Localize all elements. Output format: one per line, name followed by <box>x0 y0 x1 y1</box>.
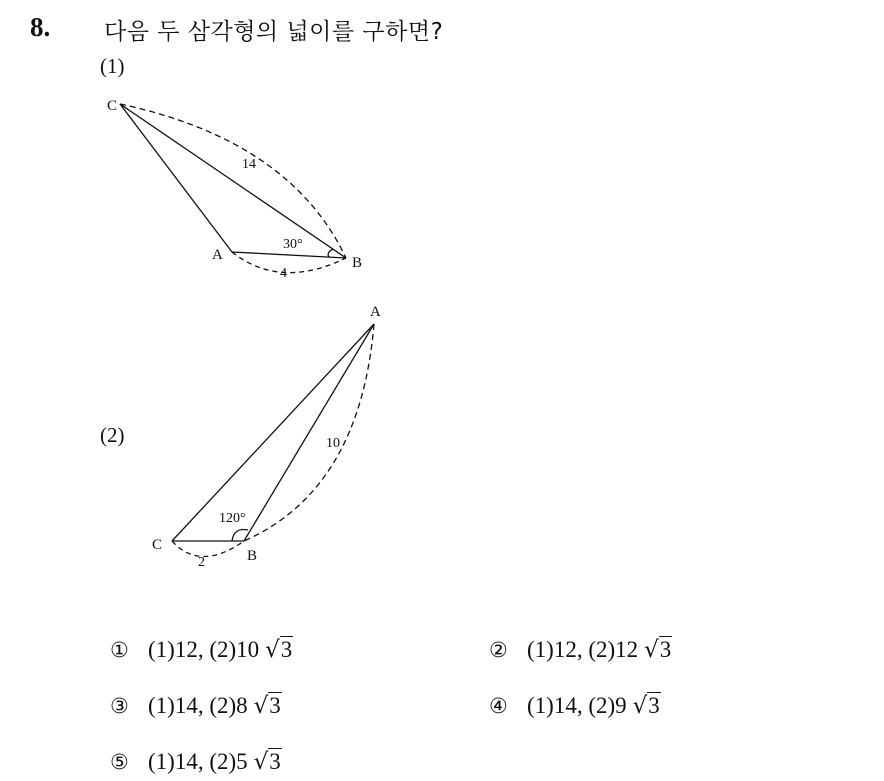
vertex-a-1: A <box>212 247 223 263</box>
angle-arc-1 <box>328 249 333 257</box>
choice-3-text: (1)14, (2)8 <box>148 693 248 718</box>
choice-3[interactable] <box>110 693 282 719</box>
choice-1-text: (1)12, (2)10 <box>148 637 260 662</box>
choice-3-radicand: 3 <box>269 693 281 718</box>
choice-4-marker: ④ <box>489 694 508 718</box>
choice-2-marker: ② <box>489 638 508 662</box>
vertex-b-2: B <box>247 548 258 564</box>
angle-2-label: 120° <box>219 511 246 526</box>
question-number: 8. <box>30 12 51 42</box>
side-ab-2 <box>244 324 374 541</box>
side-ab-1-label: 4 <box>280 266 287 281</box>
choice-4[interactable] <box>489 693 661 719</box>
dimension-arc-cb-2 <box>172 541 244 557</box>
question-text: 다음 두 삼각형의 넓이를 구하면? <box>104 19 444 45</box>
vertex-c-2: C <box>152 537 163 553</box>
figure-1-label: (1) <box>100 54 125 78</box>
choice-5-radicand: 3 <box>269 749 281 774</box>
vertex-a-2: A <box>370 304 381 320</box>
side-cb-2-label: 2 <box>198 555 205 570</box>
choice-1-radicand: 3 <box>280 637 293 662</box>
side-ab-2-label: 10 <box>326 436 340 451</box>
sqrt-symbol: √3 <box>644 637 672 663</box>
figure-2-triangle <box>172 324 374 557</box>
side-ac-2 <box>172 324 374 541</box>
choice-3-marker: ③ <box>110 694 129 718</box>
side-cb-1-label: 14 <box>242 157 256 172</box>
side-ca-1 <box>120 104 232 252</box>
figure-2-label: (2) <box>100 423 125 447</box>
choice-1[interactable] <box>110 637 293 663</box>
sqrt-symbol: √3 <box>253 749 281 775</box>
vertex-b-1: B <box>352 255 363 271</box>
choice-4-text: (1)14, (2)9 <box>527 693 627 718</box>
choice-5-text: (1)14, (2)5 <box>148 749 248 774</box>
sqrt-symbol: √3 <box>632 693 660 719</box>
choice-2[interactable] <box>489 637 672 663</box>
vertex-c-1: C <box>107 98 118 114</box>
sqrt-symbol: √3 <box>265 637 293 663</box>
choice-1-marker: ① <box>110 638 129 662</box>
choice-2-radicand: 3 <box>659 637 672 662</box>
sqrt-symbol: √3 <box>253 693 281 719</box>
choice-5-marker: ⑤ <box>110 750 129 774</box>
choice-4-radicand: 3 <box>648 693 660 718</box>
choice-5[interactable] <box>110 749 282 775</box>
side-cb-1 <box>120 104 346 258</box>
figure-1-triangle <box>120 104 346 273</box>
choice-2-text: (1)12, (2)12 <box>527 637 639 662</box>
angle-1-label: 30° <box>283 237 303 252</box>
